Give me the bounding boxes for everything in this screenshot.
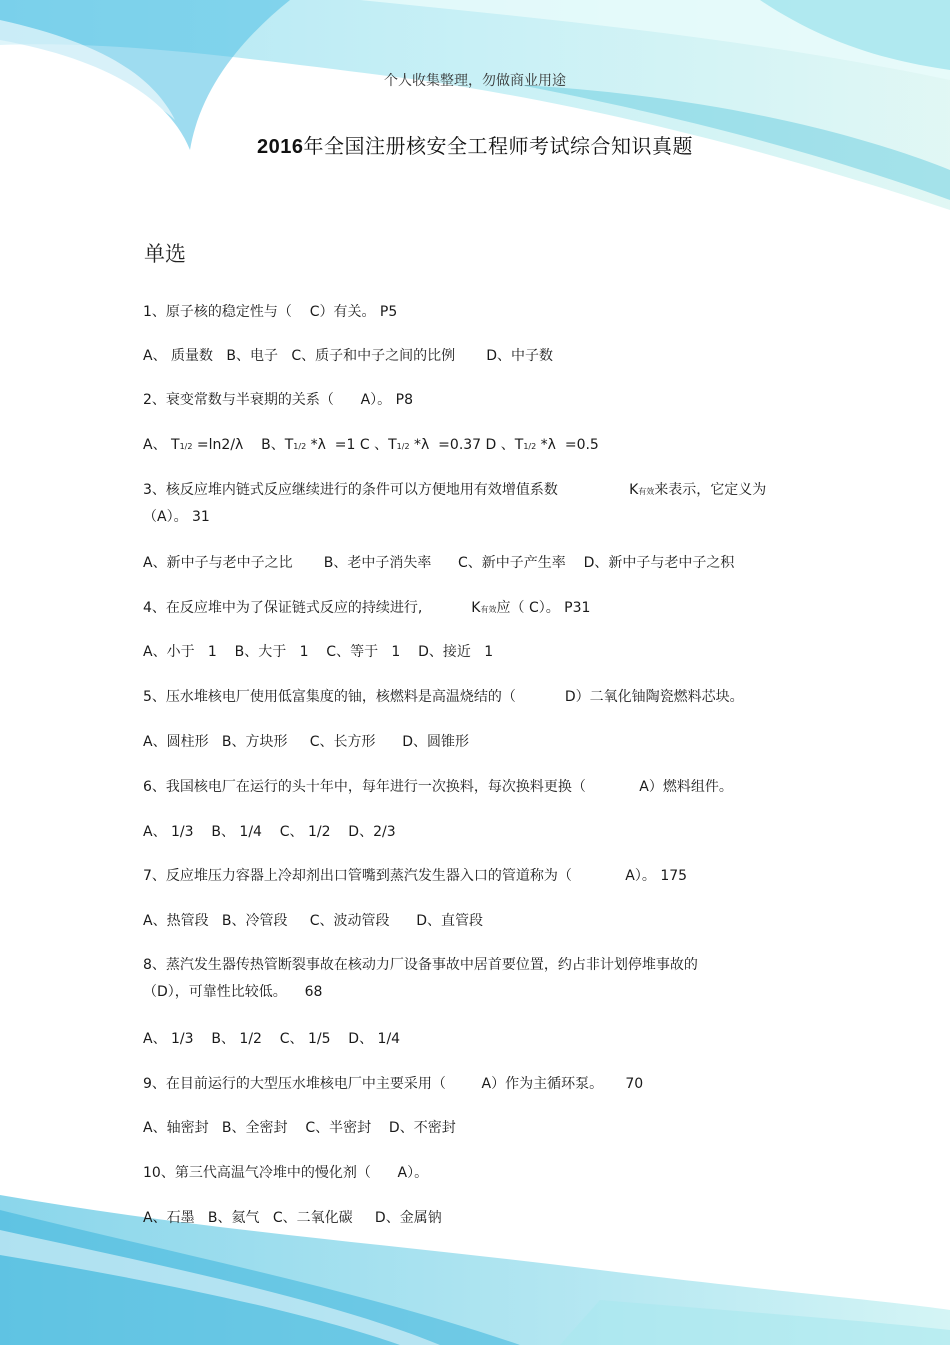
q2-sub-4: 1/2	[523, 442, 537, 451]
q2-sub-3: 1/2	[396, 442, 410, 451]
question-3-line-1	[143, 479, 766, 499]
q2-opt-a1: A、 T	[143, 437, 180, 453]
question-8-options: A、 1/3 B、 1/2 C、 1/5 D、 1/4	[143, 1031, 401, 1047]
question-10: 10、第三代高温气冷堆中的慢化剂（ A）。	[143, 1165, 429, 1181]
section-heading: 单选	[144, 242, 186, 266]
question-9: 9、在目前运行的大型压水堆核电厂中主要采用（ A）作为主循环泵。 70	[143, 1076, 644, 1092]
question-2-options	[143, 434, 599, 454]
question-4-options: A、小于 1 B、大于 1 C、等于 1 D、接近 1	[143, 644, 494, 660]
q3-sub: 有效	[638, 487, 655, 496]
question-2: 2、衰变常数与半衰期的关系（ A）。 P8	[143, 392, 413, 408]
question-7-options: A、热管段 B、冷管段 C、波动管段 D、直管段	[143, 913, 484, 929]
q2-opt-a2: =ln2/λ B、T	[192, 437, 294, 453]
question-8-line-2: （D），可靠性比较低。 68	[143, 984, 323, 1000]
q4-tail: 应（ C）。 P31	[496, 600, 591, 616]
q4-sub: 有效	[480, 605, 497, 614]
q2-opt-a5: *λ =0.5	[536, 437, 599, 453]
question-6: 6、我国核电厂在运行的头十年中，每年进行一次换料，每次换料更换（ A）燃料组件。	[143, 779, 733, 795]
q2-sub-1: 1/2	[179, 442, 193, 451]
question-1: 1、原子核的稳定性与（ C）有关。 P5	[143, 304, 398, 320]
q2-sub-2: 1/2	[293, 442, 307, 451]
document-title	[0, 130, 950, 159]
question-10-options: A、石墨 B、氦气 C、二氧化碳 D、金属钠	[143, 1210, 442, 1226]
question-6-options: A、 1/3 B、 1/4 C、 1/2 D、2/3	[143, 824, 396, 840]
title-year: 2016	[257, 136, 304, 158]
question-8-line-1: 8、蒸汽发生器传热管断裂事故在核动力厂设备事故中居首要位置，约占非计划停堆事故的	[143, 957, 698, 973]
q2-opt-a4: *λ =0.37 D 、T	[409, 437, 524, 453]
question-9-options: A、轴密封 B、全密封 C、半密封 D、不密封	[143, 1120, 456, 1136]
question-3-options: A、新中子与老中子之比 B、老中子消失率 C、新中子产生率 D、新中子与老中子之积	[143, 555, 735, 571]
question-5: 5、压水堆核电厂使用低富集度的铀，核燃料是高温烧结的（ D）二氧化铀陶瓷燃料芯块。	[143, 689, 744, 705]
title-text: 年全国注册核安全工程师考试综合知识真题	[303, 134, 693, 158]
q4-text: 4、在反应堆中为了保证链式反应的持续进行, K	[143, 600, 481, 616]
q2-opt-a3: *λ =1 C 、T	[306, 437, 397, 453]
q3-tail: 来表示，它定义为	[654, 482, 767, 498]
q3-text: 3、核反应堆内链式反应继续进行的条件可以方便地用有效增值系数 K	[143, 482, 639, 498]
question-3-line-2: （A）。 31	[143, 509, 210, 525]
question-7: 7、反应堆压力容器上冷却剂出口管嘴到蒸汽发生器入口的管道称为（ A）。 175	[143, 868, 688, 884]
watermark-text: 个人收集整理，勿做商业用途	[384, 73, 566, 89]
question-5-options: A、圆柱形 B、方块形 C、长方形 D、圆锥形	[143, 734, 470, 750]
question-1-options: A、 质量数 B、电子 C、质子和中子之间的比例 D、中子数	[143, 348, 554, 364]
question-4	[143, 597, 590, 617]
